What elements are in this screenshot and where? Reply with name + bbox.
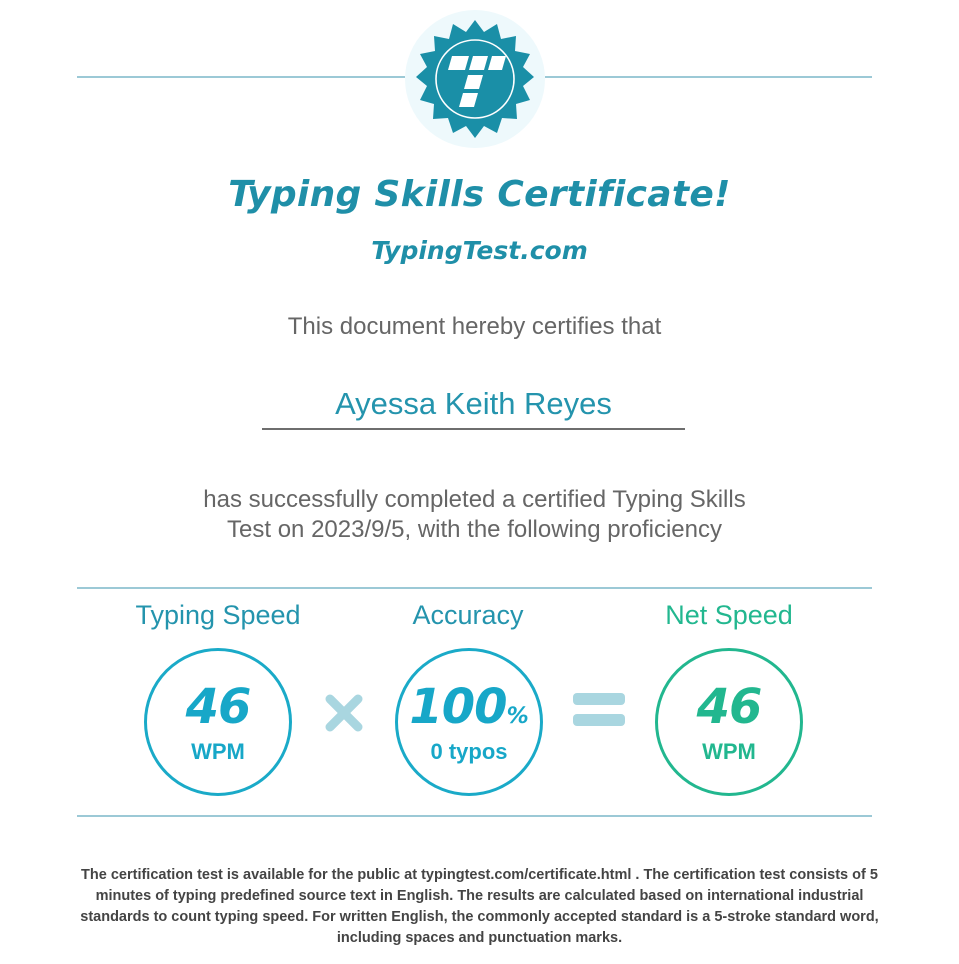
header-divider-left xyxy=(77,76,405,78)
equals-bar-top xyxy=(573,693,625,705)
accuracy-percent-sign: % xyxy=(506,704,529,729)
completion-line-1: has successfully completed a certified Typing Skills xyxy=(203,486,746,513)
name-underline xyxy=(262,428,685,430)
net-speed-circle xyxy=(655,648,803,796)
certifies-text: This document hereby certifies that xyxy=(287,313,662,340)
header-divider-right xyxy=(545,76,872,78)
equals-bar-bottom xyxy=(573,714,625,726)
stats-divider-bottom xyxy=(77,815,872,817)
net-speed-value: 46 xyxy=(696,679,762,735)
site-name: TypingTest.com xyxy=(371,236,588,265)
typingtest-t-badge-icon xyxy=(414,18,536,140)
typo-count: 0 typos xyxy=(430,739,508,764)
accuracy-label: Accuracy xyxy=(412,600,524,630)
equals-icon xyxy=(573,693,625,727)
typing-speed-label: Typing Speed xyxy=(135,600,301,630)
completion-statement xyxy=(0,485,949,545)
times-icon xyxy=(322,691,366,735)
certificate-title: Typing Skills Certificate! xyxy=(228,174,731,215)
accuracy-circle xyxy=(395,648,543,796)
completion-line-2: Test on 2023/9/5, with the following proficiency xyxy=(227,516,722,543)
accuracy-value: 100 xyxy=(409,679,507,735)
typing-speed-value: 46 xyxy=(185,679,251,735)
typing-speed-circle xyxy=(144,648,292,796)
stats-divider-top xyxy=(77,587,872,589)
typing-speed-unit: WPM xyxy=(191,739,245,764)
recipient-name: Ayessa Keith Reyes xyxy=(335,386,612,421)
certification-footnote: The certification test is available for the public at typingtest.com/certificate.html . The certification test consists of 5 minutes of typing predefined source text in English. The results are calculated based on international industrial standards to count typing speed. For written English, the commonly accepted standard is a 5-stroke standard word, including spaces and punctuation marks. xyxy=(80,867,879,946)
accuracy-value-wrap xyxy=(398,681,540,743)
net-speed-unit: WPM xyxy=(702,739,756,764)
net-speed-label: Net Speed xyxy=(665,600,793,630)
